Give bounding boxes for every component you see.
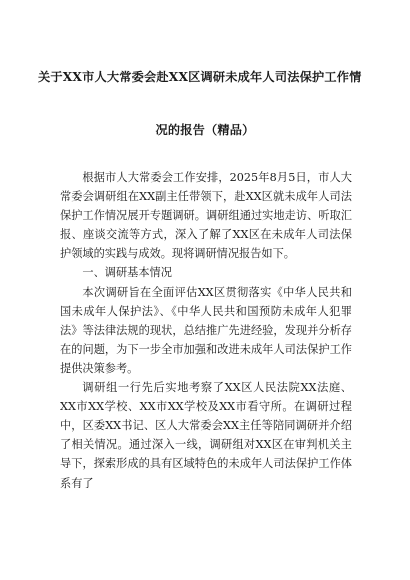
intro-paragraph: 根据市人大常委会工作安排，2025年8月5日，市人大常委会调研组在XX副主任带领下，赴XX区就未成年人司法保护工作情况展开专题调研。调研组通过实地走访、听取汇报、座谈交流等方式，深入了解了XX区在未成年人司法保护领域的实践与成效。现将调研情况报告如下。 xyxy=(60,171,352,261)
body-paragraph: 调研组一行先后实地考察了XX区人民法院XX法庭、XX市XX学校、XX市XX学校及XX市看守所。在调研过程中，区委XX书记、区人大常委会XX主任等陪同调研并介绍了相关情况。通过深入一线，调研组对XX区在审判机关主导下，探索形成的具有区域特色的未成年人司法保护工作体系有了 xyxy=(60,381,352,490)
document-title-line-1: 关于XX市人大常委会赴XX区调研未成年人司法保护工作情 xyxy=(38,70,362,84)
section-heading: 一、调研基本情况 xyxy=(82,266,172,280)
body-paragraph: 本次调研旨在全面评估XX区贯彻落实《中华人民共和国未成年人保护法》、《中华人民共和国预防未成年人犯罪法》等法律法规的现状，总结推广先进经验，发现并分析存在的问题，为下一步全市加强和改进未成年人司法保护工作提供决策参考。 xyxy=(60,285,352,375)
document-title-line-2: 况的报告（精品） xyxy=(155,123,255,137)
document-body xyxy=(60,168,352,493)
